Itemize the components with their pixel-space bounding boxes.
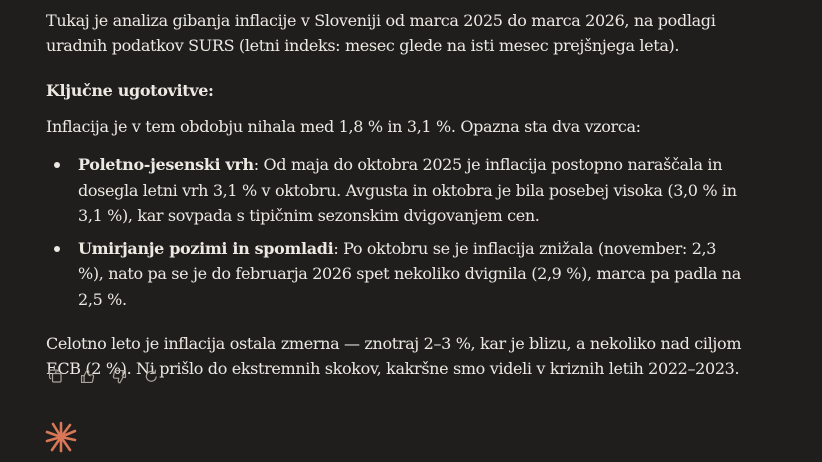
summary-paragraph: Celotno leto je inflacija ostala zmerna — znotraj 2–3 %, kar je blizu, a nekoliko nad ciljom ECB (2 %). Ni prišlo do ekstremnih skokov, kakršne smo videli v kriznih letih 2022–2023. (46, 334, 742, 378)
thumbs-up-button[interactable] (78, 367, 96, 385)
thumbs-down-icon (111, 368, 128, 385)
thumbs-up-icon (79, 368, 96, 385)
bullet-title: Umirjanje pozimi in spomladi (78, 238, 334, 258)
message-actions (46, 366, 160, 386)
intro-paragraph: Tukaj je analiza gibanja inflacije v Sloveniji od marca 2025 do marca 2026, na podlagi uradnih podatkov SURS (letni indeks: mesec glede na isti mesec prejšnjega leta). (46, 11, 716, 55)
findings-list (46, 152, 746, 312)
copy-button[interactable] (46, 367, 64, 385)
assistant-logo (44, 420, 78, 454)
list-item (78, 152, 746, 229)
bullet-text: : Od maja do oktobra 2025 je inflacija postopno naraščala in dosegla letni vrh 3,1 % v oktobru. Avgusta in oktobra je bila posebej visoka (3,0 % in 3,1 %), kar sovpada s tipičnim sezonskim dvigovanjem cen. (78, 155, 737, 225)
assistant-message (46, 8, 746, 381)
list-item (78, 236, 746, 313)
key-findings-heading: Ključne ugotovitve: (46, 81, 214, 100)
bullet-title: Poletno-jesenski vrh (78, 155, 254, 174)
lead-paragraph: Inflacija je v tem obdobju nihala med 1,8 % in 3,1 %. Opazna sta dva vzorca: (46, 117, 641, 136)
retry-button[interactable] (142, 367, 160, 385)
retry-icon (143, 368, 160, 385)
sparkle-logo-icon (44, 420, 78, 454)
copy-icon (47, 368, 64, 385)
bullet-text: : Po oktobru se je inflacija znižala (november: 2,3 %), nato pa se je do februarja 2026 spet nekoliko dvignila (2,9 %), marca pa padla na 2,5 %. (78, 238, 741, 309)
thumbs-down-button[interactable] (110, 367, 128, 385)
